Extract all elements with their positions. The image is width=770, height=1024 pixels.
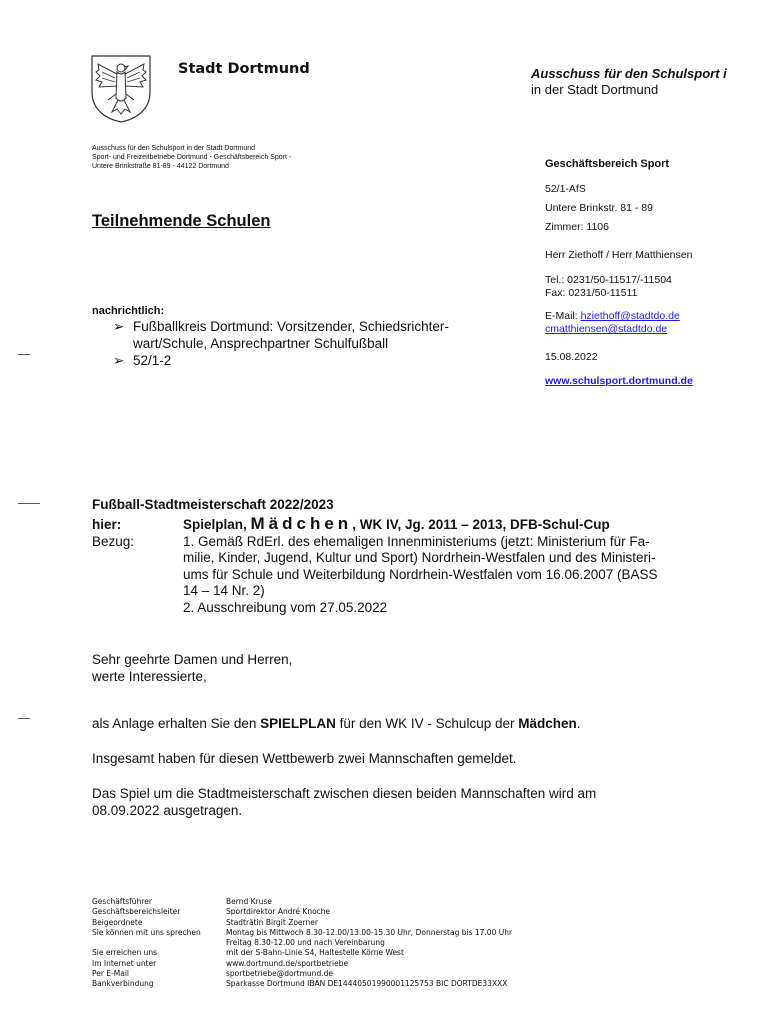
bezug-value [183, 534, 742, 617]
footer-label: Beigeordnete [92, 917, 143, 927]
footer-label: Sie erreichen uns [92, 948, 158, 958]
punch-mark [18, 503, 40, 504]
cc-item-line: 52/1-2 [133, 353, 172, 368]
bezug-line: 2. Ausschreibung vom 27.05.2022 [183, 599, 388, 615]
fax: Fax: 0231/50-11511 [545, 287, 638, 299]
reference-code: 52/1-AfS [545, 183, 586, 195]
hier-emphasis: Mädchen [250, 514, 353, 533]
bezug-row [92, 534, 742, 617]
hier-text: Spielplan, [183, 517, 251, 532]
footer-value: Bernd Kruse [226, 897, 272, 906]
p3-line: Das Spiel um die Stadtmeisterschaft zwischen diesen beiden Mannschaften wird am [92, 786, 597, 801]
footer-labels [92, 897, 201, 990]
fold-mark [18, 354, 30, 355]
hier-label: hier: [92, 517, 122, 532]
p1-bold: SPIELPLAN [260, 716, 336, 731]
cc-item-line: wart/Schule, Ansprechpartner Schulfußball [133, 336, 389, 351]
city-name: Stadt Dortmund [178, 61, 310, 77]
room-number: Zimmer: 1106 [545, 221, 609, 233]
bezug-line: 1. Gemäß RdErl. des ehemaligen Innenministeriums (jetzt: Ministerium für Fa- [183, 533, 650, 549]
footer-value: Sportdirektor André Knoche [226, 907, 331, 917]
arrow-bullet-icon: ➢ [113, 353, 125, 368]
footer-label: Bankverbindung [92, 979, 154, 989]
footer-value: Freitag 8.30-12.00 und nach Vereinbarung [226, 938, 385, 948]
email-line [545, 310, 680, 322]
p1-text: als Anlage erhalten Sie den [92, 716, 261, 731]
fold-mark [18, 718, 30, 719]
hier-text-end: , WK IV, Jg. 2011 – 2013, DFB-Schul-Cup [352, 517, 610, 532]
footer-label: Geschäftsbereichsleiter [92, 907, 181, 917]
p3-line: 08.09.2022 ausgetragen. [92, 802, 243, 818]
footer-label: Sie können mit uns sprechen [92, 927, 201, 937]
recipient-title: Teilnehmende Schulen [92, 212, 271, 230]
footer-values [226, 897, 512, 990]
salutation-line: Sehr geehrte Damen und Herren, [92, 652, 293, 667]
city-coat-of-arms-logo [90, 54, 152, 124]
street-address: Untere Brinkstr. 81 - 89 [545, 202, 653, 214]
cc-item-line: Fußballkreis Dortmund: Vorsitzender, Schiedsrichter- [133, 319, 449, 334]
bezug-line: ums für Schule und Weiterbildung Nordrhein-Westfalen vom 16.06.2007 (BASS [183, 566, 658, 582]
bezug-line: milie, Kinder, Jugend, Kultur und Sport) Nordrhein-Westfalen und des Ministeri- [183, 550, 656, 565]
email-line-2 [545, 323, 667, 335]
p1-text-end: . [576, 716, 581, 731]
footer-label [92, 938, 201, 948]
footer-value[interactable]: www.dortmund.de/sportbetriebe [226, 958, 349, 968]
email-link-matthiensen[interactable]: cmatthiensen@stadtdo.de [545, 323, 668, 335]
paragraph-teams: Insgesamt haben für diesen Wettbewerb zwei Mannschaften gemeldet. [92, 751, 517, 766]
cc-item [113, 352, 523, 369]
hier-value [183, 516, 742, 534]
salutation [92, 652, 712, 685]
letter-date: 15.08.2022 [545, 351, 598, 363]
sender-line: Sport- und Freizeitbetriebe Dortmund - Geschäftsbereich Sport - [92, 154, 292, 161]
bezug-label: Bezug: [92, 533, 135, 549]
footer-value[interactable]: sportbetriebe@dortmund.de [226, 969, 333, 979]
bezug-line: 14 – 14 Nr. 2) [183, 583, 265, 598]
p1-bold-2: Mädchen [518, 716, 577, 731]
website-link[interactable]: www.schulsport.dortmund.de [545, 375, 693, 387]
cc-item [113, 318, 523, 352]
paragraph-match [92, 786, 712, 819]
committee-title: Ausschuss für den Schulsport i [531, 66, 727, 81]
footer-value: Stadträtin Birgit Zoerner [226, 917, 318, 927]
arrow-bullet-icon: ➢ [113, 319, 125, 334]
salutation-line: werte Interessierte, [92, 668, 207, 684]
footer-label: Geschäftsführer [92, 897, 152, 906]
footer-label: Per E-Mail [92, 969, 130, 979]
footer-value: Montag bis Mittwoch 8.30-12.00/13.00-15.30 Uhr, Donnerstag bis 17.00 Uhr [226, 927, 513, 937]
sender-line: Untere Brinkstraße 81-89 - 44122 Dortmund [92, 163, 229, 170]
sender-line: Ausschuss für den Schulsport in der Stadt Dortmund [92, 145, 256, 152]
cc-list [113, 318, 523, 369]
sender-address [92, 144, 291, 171]
department-heading: Geschäftsbereich Sport [545, 158, 670, 170]
paragraph-attachment [92, 716, 712, 733]
footer-value: Sparkasse Dortmund IBAN DE14440501990001125753 BIC DORTDE33XXX [226, 979, 508, 989]
footer-label: Im Internet unter [92, 958, 157, 968]
telephone: Tel.: 0231/50-11517/-11504 [545, 274, 672, 286]
committee-subtitle: in der Stadt Dortmund [531, 82, 659, 97]
footer-value: mit der S-Bahn-Linie S4, Haltestelle Körne West [226, 948, 404, 958]
hier-row [92, 516, 742, 534]
contact-persons: Herr Ziethoff / Herr Matthiensen [545, 249, 693, 261]
cc-label: nachrichtlich: [92, 305, 165, 317]
subject-details [92, 516, 742, 616]
email-label: E-Mail: [545, 310, 581, 322]
subject-heading: Fußball-Stadtmeisterschaft 2022/2023 [92, 497, 334, 512]
email-link-ziethoff[interactable]: hziethoff@stadtdo.de [580, 310, 680, 322]
p1-text-mid: für den WK IV - Schulcup der [335, 716, 519, 731]
